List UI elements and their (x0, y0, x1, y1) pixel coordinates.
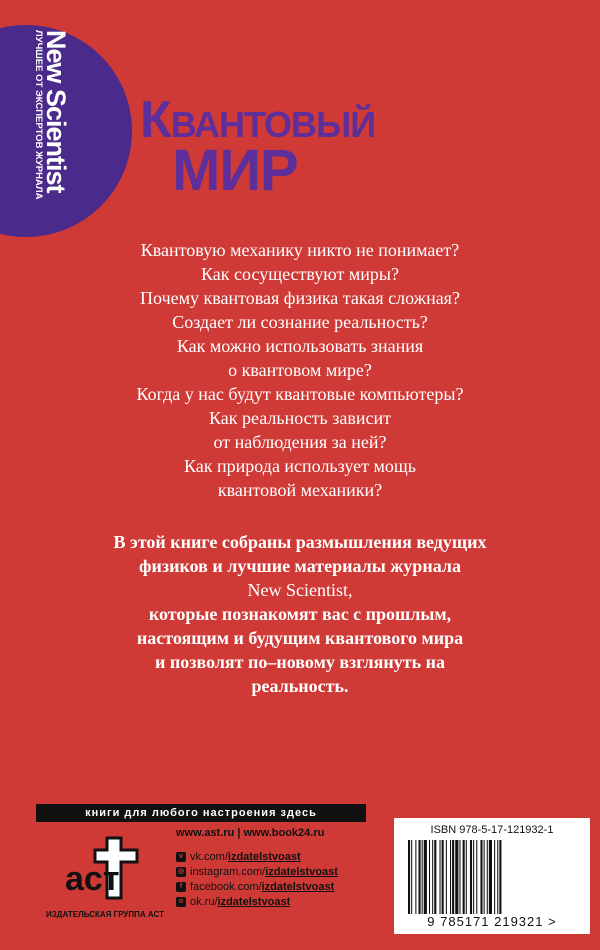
barcode-bar (434, 840, 436, 914)
barcode-bar (440, 840, 441, 914)
social-link-instagram[interactable]: ◎ instagram.com/ izdatelstvoast (177, 865, 338, 878)
barcode-bar (466, 840, 467, 914)
barcode-bar (487, 840, 488, 914)
publisher-websites[interactable]: www.ast.ru | www.book24.ru (176, 827, 325, 839)
title-line-2: МИР (172, 138, 298, 203)
barcode-box (394, 818, 590, 934)
barcode-bar (476, 840, 477, 914)
question-line: квантовой механики? (217, 480, 383, 500)
barcode-bar (411, 840, 412, 914)
question-line: Как реальность зависит (209, 408, 391, 428)
barcode-bar (446, 840, 447, 914)
barcode-bar (408, 840, 410, 914)
barcode-bar (450, 840, 451, 914)
barcode-bar (422, 840, 423, 914)
barcode-bar (432, 840, 433, 914)
question-line: Как природа использует мощь (184, 456, 416, 476)
isbn-text: ISBN 978-5-17-121932-1 (430, 824, 554, 836)
question-line: Квантовую механику никто не понимает? (140, 240, 460, 260)
blurb-line: В этой книге собраны размышления ведущих (113, 532, 487, 552)
social-link-vk[interactable]: v vk.com/ izdatelstvoast (176, 849, 338, 864)
question-line: от наблюдения за ней? (213, 432, 387, 452)
barcode-bar (463, 840, 465, 914)
barcode-bar (480, 840, 482, 914)
question-line: Как сосуществуют миры? (201, 264, 399, 284)
question-line: о квантовом мире? (228, 360, 372, 380)
social-links (176, 849, 338, 909)
barcode-bar (455, 840, 458, 914)
question-line: Почему квантовая физика такая сложная? (140, 288, 460, 308)
brand-tagline: ЛУЧШЕЕ ОТ ЭКСПЕРТОВ ЖУРНАЛА (33, 30, 44, 200)
barcode-bar (499, 840, 501, 914)
question-line: Когда у нас будут квантовые компьютеры? (136, 384, 464, 404)
brand-name: New Scientist (41, 30, 71, 193)
question-line: Как можно использовать знания (176, 336, 424, 356)
ast-logo (55, 828, 155, 908)
instagram-icon: ◎ (177, 867, 185, 875)
blurb-line: и позволят по–новому взглянуть на (155, 652, 445, 672)
barcode-bar (429, 840, 430, 914)
barcode-bar (473, 840, 474, 914)
ok-icon: o (176, 897, 186, 907)
barcode-bar (452, 840, 454, 914)
vk-icon: v (176, 852, 186, 862)
book-blurb (45, 530, 555, 698)
brand-logo (34, 30, 90, 200)
blurb-line: физиков и лучшие материалы журнала (139, 556, 461, 576)
ast-logo-text: аст (65, 860, 120, 898)
barcode-bar (459, 840, 460, 914)
barcode-bar (415, 840, 416, 914)
barcode-bar (470, 840, 472, 914)
title-line-1: Квантовый (140, 91, 376, 149)
slogan-banner: книги для любого настроения здесь (36, 804, 366, 822)
barcode-bar (419, 840, 421, 914)
barcode-digits: 9 785171 219321 > (427, 914, 557, 929)
question-line: Создает ли сознание реальность? (172, 312, 428, 332)
blurb-line: New Scientist, (247, 580, 353, 600)
blurb-line: которые познакомят вас с прошлым, (148, 604, 452, 624)
social-link-facebook[interactable]: f facebook.com/ izdatelstvoast (176, 879, 338, 894)
barcode-bar (484, 840, 485, 914)
barcode-bar (497, 840, 498, 914)
blurb-line: реальность. (251, 676, 349, 696)
publisher-caption: ИЗДАТЕЛЬСКАЯ ГРУППА АСТ (46, 910, 164, 919)
facebook-icon: f (176, 882, 186, 892)
barcode-bars (406, 840, 578, 914)
social-link-ok[interactable]: o ok.ru/ izdatelstvoast (176, 894, 338, 909)
barcode-bar (442, 840, 444, 914)
barcode-bar (489, 840, 492, 914)
barcode-bar (424, 840, 427, 914)
book-title (140, 91, 460, 203)
blurb-line: настоящим и будущим квантового мира (136, 628, 464, 648)
questions-list (60, 238, 540, 502)
barcode-bar (494, 840, 495, 914)
